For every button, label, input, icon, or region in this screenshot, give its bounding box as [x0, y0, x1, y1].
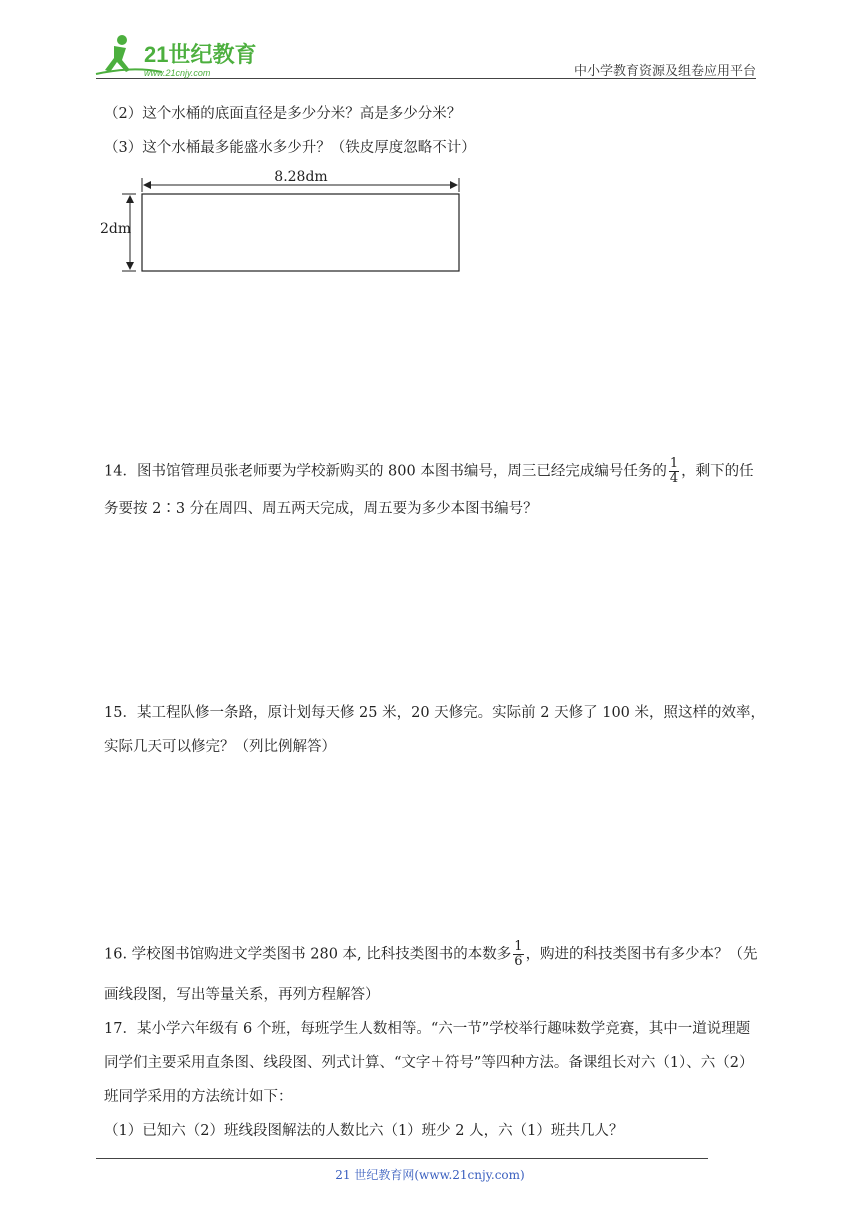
q14-fraction [669, 457, 679, 486]
q14-frac-num: 1 [669, 456, 679, 471]
q14-frac-den: 4 [669, 471, 679, 486]
q16-text-a: 16. 学校图书馆购进文学类图书 280 本, 比科技类图书的本数多 [104, 946, 512, 963]
q15-line1: 15．某工程队修一条路，原计划每天修 25 米，20 天修完。实际前 2 天修了 100 米，照这样的效率， [104, 705, 766, 721]
logo-url: www.21cnjy.com [144, 68, 211, 78]
site-logo [92, 30, 262, 80]
q14-line2: 务要按 2∶3 分在周四、周五两天完成，周五要为多少本图书编号？ [104, 501, 538, 517]
q17-sub1: （1）已知六（2）班线段图解法的人数比六（1）班少 2 人，六（1）班共几人？ [104, 1123, 624, 1139]
q14-text-b: ，剩下的任 [681, 463, 754, 480]
iron-sheet-rectangle [142, 194, 459, 271]
q16-line1 [104, 940, 758, 969]
header-divider [96, 78, 756, 79]
q13-figure [96, 164, 476, 280]
q16-text-b: ，购进的科技类图书有多少本？（先 [525, 946, 758, 963]
q16-fraction [513, 940, 523, 969]
q17-line1: 17．某小学六年级有 6 个班，每班学生人数相等。“六一节”学校举行趣味数学竞赛，其中一道说理题 [104, 1021, 751, 1037]
q17-line2: 同学们主要采用直条图、线段图、列式计算、“文字＋符号”等四种方法。备课组长对六（1）、六（2） [104, 1055, 754, 1071]
runner-logo-icon [92, 30, 262, 80]
q13-sub3: （3）这个水桶最多能盛水多少升？（铁皮厚度忽略不计） [104, 140, 476, 156]
q16-frac-den: 6 [514, 954, 523, 969]
footer-link[interactable]: 21 世纪教育网(www.21cnjy.com) [335, 1168, 525, 1182]
q16-line2: 画线段图，写出等量关系，再列方程解答） [104, 987, 380, 1003]
header-platform-text: 中小学教育资源及组卷应用平台 [573, 64, 756, 79]
q17-line3: 班同学采用的方法统计如下： [104, 1089, 293, 1105]
height-label: 2dm [100, 221, 132, 237]
q16-frac-num: 1 [514, 939, 523, 954]
q13-sub2: （2）这个水桶的底面直径是多少分米？高是多少分米？ [104, 106, 462, 122]
q15-line2: 实际几天可以修完？（列比例解答） [104, 739, 336, 755]
logo-title: 21世纪教育 [144, 42, 257, 67]
width-label: 8.28dm [274, 169, 328, 185]
q14-line1 [104, 457, 754, 486]
footer-divider [96, 1158, 708, 1159]
q14-text-a: 14．图书馆管理员张老师要为学校新购买的 800 本图书编号，周三已经完成编号任务的 [104, 463, 667, 480]
